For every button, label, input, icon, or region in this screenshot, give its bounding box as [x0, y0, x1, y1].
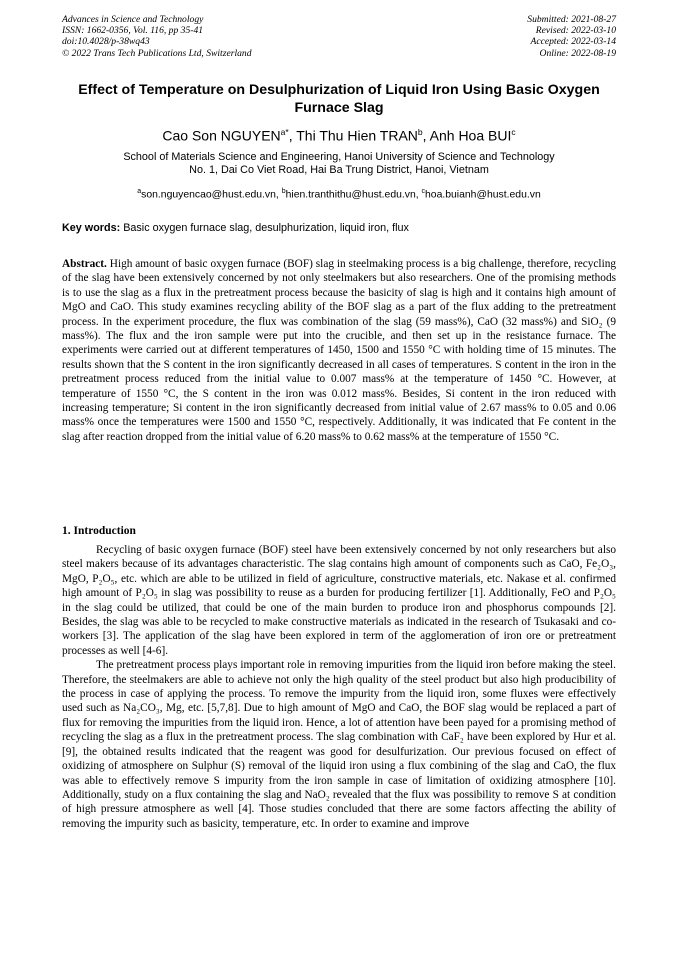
copyright-line: © 2022 Trans Tech Publications Ltd, Switzerland: [62, 47, 252, 59]
introduction-body: [62, 543, 616, 831]
author-list: Cao Son $NGUYEN^{a*}$, Thi Thu Hien TRAN$^b$, Anh Hoa BUI$^c$: [162, 127, 516, 144]
author-marker: b: [417, 127, 423, 137]
revised-date: Revised: 2022-03-10: [535, 25, 616, 37]
section-heading: 1. Introduction: [62, 525, 136, 537]
affiliation-line: School of Materials Science and Engineering, Hanoi University of Science and Technology: [123, 151, 555, 163]
email-link[interactable]: hien.tranthithu@hust.edu.vn: [285, 189, 416, 201]
journal-info: [62, 14, 252, 59]
author-marker: c: [511, 127, 516, 137]
keywords: [62, 222, 616, 235]
doi-line[interactable]: doi:10.4028/p-38wq43: [62, 36, 150, 48]
email-marker: a: [137, 188, 142, 195]
submitted-date: Submitted: 2021-08-27: [527, 14, 616, 25]
abstract-label: Abstract.: [62, 258, 107, 270]
author-marker: a*: [280, 127, 289, 137]
journal-name: Advances in Science and Technology: [62, 14, 204, 25]
abstract: [62, 257, 616, 444]
author-name: Cao Son NGUYEN: [162, 127, 281, 144]
online-date: Online: 2022-08-19: [539, 47, 616, 59]
paper-title: Effect of Temperature on Desulphurization of Liquid Iron Using Basic Oxygen Furnace Slag: [78, 82, 600, 116]
accepted-date: Accepted: 2022-03-14: [530, 36, 616, 48]
keywords-label: Key words:: [62, 222, 121, 234]
affiliation-line: No. 1, Dai Co Viet Road, Hai Ba Trung District, Hanoi, Vietnam: [189, 164, 489, 177]
email-link[interactable]: hoa.buianh@hust.edu.vn: [425, 189, 541, 201]
email-link[interactable]: son.nguyencao@hust.edu.vn: [141, 189, 276, 201]
email-list: $^a$son.nguyencao@hust.edu.vn, $^b$hien.tranthithu@hust.edu.vn, $^c$hoa.buianh@hust.edu.vn: [137, 188, 541, 201]
keywords-text: Basic oxygen furnace slag, desulphurization, liquid iron, flux: [123, 222, 409, 234]
affiliation: [62, 151, 616, 178]
issn-line: ISSN: 1662-0356, Vol. 116, pp 35-41: [62, 25, 204, 37]
abstract-text: High amount of basic oxygen furnace (BOF) slag in steelmaking process is a big challenge, therefore, recycling of the slag have been extensively concerned by not only steelmakers but also researchers. One of the promising methods is to use the slag as a flux in the pretreatment process because the basicity of slag is high and it contains high amount of MgO and CaO. This study examines recycling ability of the BOF slag as a part of the flux adding to the pretreatment process. In the experiment procedure, the flux was combination of the slag (59 mass%), CaO (32 mass%) and SiO₂ (9 mass%). The flux and the iron sample were put into the crucible, and then set up in the resistance furnace. The experiments were carried out at different temperatures of 1450, 1500 and 1550 °C with holding time of 15 minutes. The results shown that the S content in the iron significantly decreased in all cases of temperatures. S content in the iron in the pretreatment process reduced from the initial value to 0.007 mass% at the temperature of 1450 °C. However, at temperature of 1550 °C, the S content in the iron was 0.012 mass%. Besides, Si content in the iron reduced with increasing temperature; Si content in the iron significantly decreased from initial value of 2.67 mass% to 0.05 and 0.06 mass% once the temperatures were 1500 and 1550 °C, respectively. Additionally, it was indicated that Fe content in the slag after reaction dropped from the initial value of 6.20 mass% to 0.62 mass% at the temperature of 1550 °C.: [62, 258, 617, 443]
paragraph: Recycling of basic oxygen furnace (BOF) steel have been extensively concerned by not only researchers but also steel makers because of its advantages characteristic. The slag contains high amount of components such as CaO, Fe₂O₃, MgO, P₂O₅, etc. which are able to be utilized in field of agriculture, constructive materials, etc. Nakase et al. confirmed high amount of P₂O₅ in slag was possibility to reuse as a burden for producing fertilizer [1]. Additionally, FeO and P₂O₅ in the slag could be utilized, that could be one of the main burden to produce iron and phosphorus compounds [2]. Besides, the slag was able to be recycled to make constructive materials as indicated in the research of Tsukasaki and co-workers [3]. The application of the slag have been explored in term of the agglomeration of iron ore or pretreatment processes as well [4-6].: [62, 544, 616, 657]
publication-dates: [527, 14, 616, 59]
email-marker: c: [421, 188, 426, 195]
email-marker: b: [281, 188, 286, 195]
author-name: Thi Thu Hien TRAN: [296, 127, 418, 144]
author-name: Anh Hoa BUI: [429, 127, 512, 144]
paragraph: The pretreatment process plays important role in removing impurities from the liquid iron before making the steel. Therefore, the steelmakers are able to achieve not only the high quality of the steel product but also high producibility of the process in case of applying the process. To remove the impurity from the liquid iron, some fluxes were effectively used such as Na₂CO₃, Mg, etc. [5,7,8]. Due to high amount of MgO and CaO, the BOF slag would be replaced a part of flux for removing the impurities from the liquid iron. Hence, a lot of attention have been payed for a promising method of recycling the slag as a flux in the pretreatment process. The slag combination with CaF₂ have been explored by Hur et al. [9], the obtained results indicated that the reagent was good for desulfurization. Our previous focused on effect of oxidizing of atmosphere on Sulphur (S) removal of the liquid iron using a flux combining of the slag and CaO, the flux was able to effectively remove S impurity from the iron sample in case of limitation of oxidizing atmosphere [10]. Additionally, study on a flux containing the slag and NaO₂ revealed that the flux was possibility to remove S at condition of high pressure atmosphere as well [4]. Those studies concluded that there are some factors affecting the ability of removing the impurity such as basicity, temperature, etc. In order to examine and improve: [62, 659, 616, 830]
